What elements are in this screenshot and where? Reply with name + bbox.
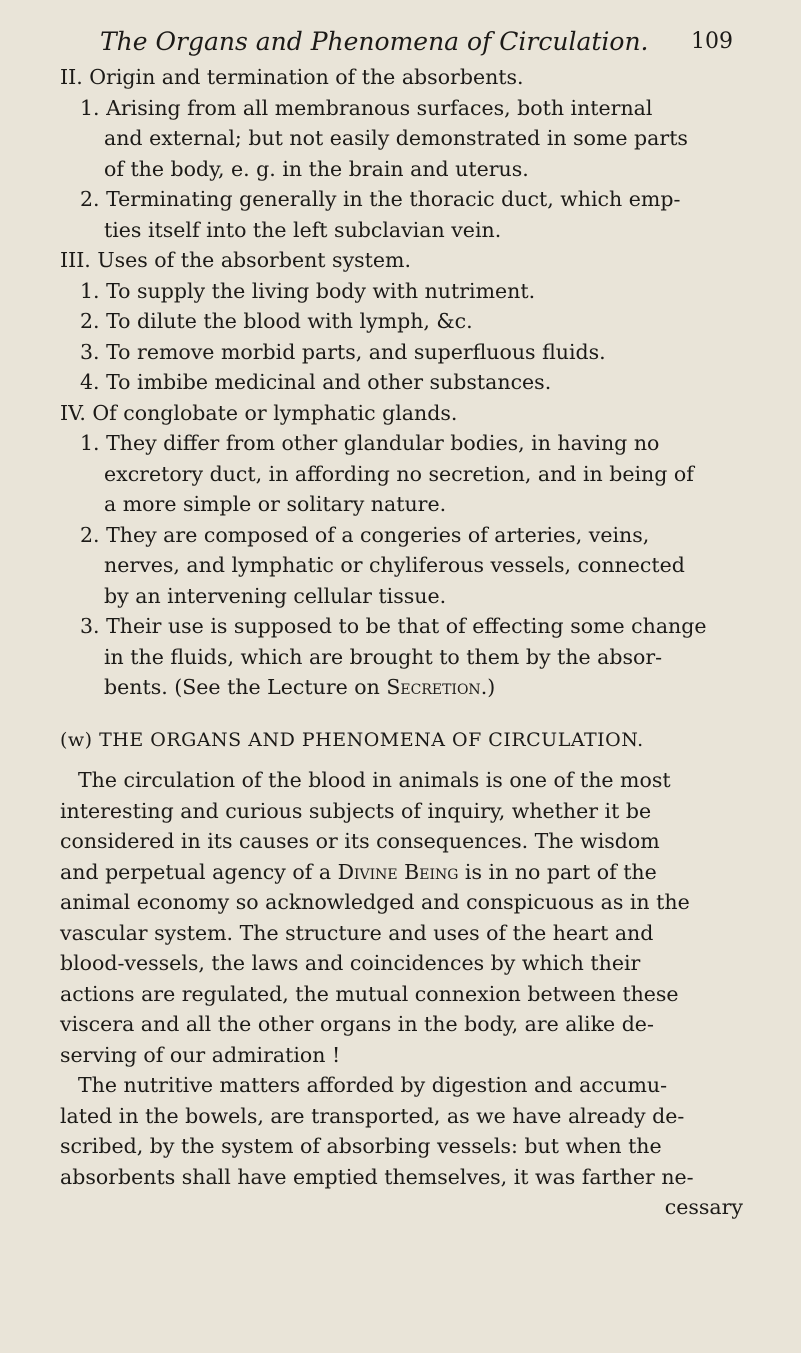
outline-item: 2. They are composed of a congeries of arteries, veins, bbox=[80, 522, 650, 547]
outline-item-continuation: and external; but not easily demonstrated in some parts bbox=[104, 126, 688, 150]
paragraph-line: lated in the bowels, are transported, as we have already de- bbox=[60, 1103, 685, 1128]
running-title: The Organs and Phenomena of Circulation. bbox=[100, 27, 649, 56]
outline-heading-iv: IV. Of conglobate or lymphatic glands. bbox=[60, 400, 458, 425]
paragraph-line: actions are regulated, the mutual connexion between these bbox=[60, 981, 679, 1006]
outline-heading-ii: II. Origin and termination of the absorbents. bbox=[60, 65, 524, 89]
paragraph-line: vascular system. The structure and uses of the heart and bbox=[60, 920, 654, 945]
outline-item-continuation: by an intervening cellular tissue. bbox=[104, 583, 447, 608]
outline-item: 2. To dilute the blood with lymph, &c. bbox=[80, 309, 473, 333]
paragraph-line bbox=[60, 857, 773, 888]
paragraph-1 bbox=[60, 765, 773, 1070]
catchword: cessary bbox=[664, 1195, 743, 1219]
outline-item-continuation: excretory duct, in affording no secretion, and in being of bbox=[104, 461, 694, 486]
outline-item: 3. To remove morbid parts, and superfluous fluids. bbox=[80, 339, 606, 364]
text-run: and perpetual agency of a bbox=[60, 859, 338, 884]
running-head bbox=[60, 22, 773, 62]
outline-item-continuation: a more simple or solitary nature. bbox=[104, 492, 447, 516]
paragraph-line: animal economy so acknowledged and conspicuous as in the bbox=[60, 890, 690, 914]
paragraph-line: serving of our admiration ! bbox=[60, 1042, 341, 1067]
text-run: is in no part of the bbox=[458, 859, 657, 884]
paragraph-line: The circulation of the blood in animals is one of the most bbox=[78, 768, 671, 792]
outline-item: 1. To supply the living body with nutriment. bbox=[80, 278, 536, 303]
outline-item: 2. Terminating generally in the thoracic duct, which emp- bbox=[80, 187, 681, 211]
page-number: 109 bbox=[691, 29, 733, 54]
small-caps-run: Divine Being bbox=[337, 859, 459, 884]
paragraph-line: interesting and curious subjects of inquiry, whether it be bbox=[60, 798, 652, 823]
paragraph-line: scribed, by the system of absorbing vessels: but when the bbox=[60, 1134, 662, 1158]
paragraph-line: viscera and all the other organs in the body, are alike de- bbox=[60, 1012, 654, 1036]
outline-item-continuation: nerves, and lymphatic or chyliferous vessels, connected bbox=[104, 553, 685, 577]
outline-item-continuation: in the fluids, which are brought to them by the absor- bbox=[104, 644, 663, 669]
outline-item-continuation: ties itself into the left subclavian vein. bbox=[104, 217, 502, 242]
outline-item: 1. They differ from other glandular bodies, in having no bbox=[80, 431, 660, 455]
outline-heading-iii: III. Uses of the absorbent system. bbox=[60, 248, 411, 272]
section-heading: (w) THE ORGANS AND PHENOMENA OF CIRCULATION. bbox=[60, 728, 644, 751]
small-caps-run: Secretion bbox=[386, 675, 481, 699]
outline-item-continuation: of the body, e. g. in the brain and uterus. bbox=[104, 156, 529, 181]
paragraph-line: absorbents shall have emptied themselves, it was farther ne- bbox=[60, 1164, 694, 1189]
outline-item: 4. To imbibe medicinal and other substances. bbox=[80, 370, 552, 394]
text-run: .) bbox=[480, 675, 496, 699]
outline-item-continuation bbox=[60, 672, 773, 703]
paragraph-2 bbox=[60, 1070, 773, 1192]
paragraph-line: considered in its causes or its consequences. The wisdom bbox=[60, 829, 660, 853]
paragraph-line: blood-vessels, the laws and coincidences by which their bbox=[60, 951, 641, 975]
paragraph-line: The nutritive matters afforded by digestion and accumu- bbox=[78, 1073, 668, 1097]
outline-item: 3. Their use is supposed to be that of effecting some change bbox=[80, 614, 707, 638]
text-run: bents. (See the Lecture on bbox=[104, 675, 387, 699]
outline-item: 1. Arising from all membranous surfaces, both internal bbox=[80, 95, 653, 120]
